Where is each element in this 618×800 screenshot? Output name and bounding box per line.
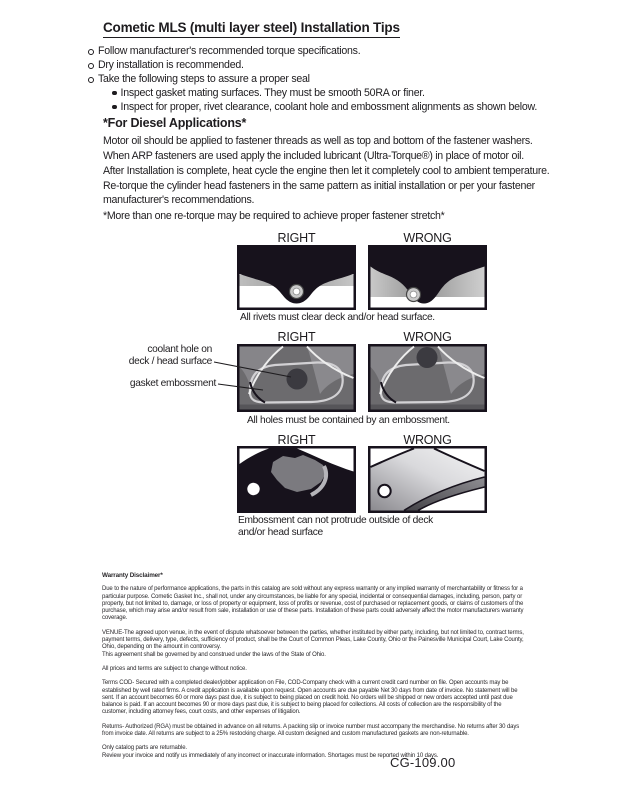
coolant-hole-annotation-line1: coolant hole on [147, 344, 212, 355]
sub-bullet-item [112, 86, 568, 100]
intro-bullet-list [88, 44, 568, 114]
disclaimer-returnable-line1: Only catalog parts are returnable. [102, 745, 187, 752]
bullet-item [88, 44, 568, 58]
sub-bullet-text: Inspect for proper, rivet clearance, coolant hole and embossment alignments as shown below. [120, 101, 538, 113]
coolant-hole-annotation [60, 344, 212, 368]
diesel-paragraph-1: Motor oil should be applied to fastener threads as well as top and bottom of the fastener washers. When ARP fasteners are used apply the included lubricant (Ultra-Torque®) in place of motor oil. [103, 135, 533, 162]
rivet-clearance-right-diagram [237, 245, 356, 310]
row1-caption: All rivets must clear deck and/or head surface. [240, 312, 435, 323]
row3-caption-line2: and/or head surface [238, 527, 323, 538]
row2-caption: All holes must be contained by an embossment. [247, 415, 450, 426]
disclaimer-venue-text: VENUE-The agreed upon venue, in the event of dispute whatsoever between the parties, whether instituted by either party, including, but not limited to, contract terms, payment terms, delivery, type, defects, sufficiency of product, shall be the Court of Common Pleas, Lake County, Ohio or the Painesville Municipal Court, Lake County, Ohio, depending on the amount in controversy. [102, 629, 524, 651]
warranty-disclaimer [102, 572, 526, 767]
rivet-clearance-wrong-diagram [368, 245, 487, 310]
row2-right-label: RIGHT [277, 330, 316, 344]
sub-bullet-text: Inspect gasket mating surfaces. They must be smooth 50RA or finer. [120, 87, 425, 99]
circle-bullet-icon [88, 63, 94, 69]
embossment-protrusion-wrong-diagram [368, 446, 487, 513]
disclaimer-returnable-line2: Review your invoice and notify us immediately of any incorrect or inaccurate information. Shortages must be reported within 10 days. [102, 752, 439, 759]
bullet-item [88, 58, 568, 72]
embossment-containment-wrong-diagram [368, 344, 487, 412]
bullet-text: Follow manufacturer's recommended torque specifications. [98, 45, 361, 57]
sub-bullet-item [112, 100, 568, 114]
row3-right-label: RIGHT [277, 433, 316, 447]
bullet-item [88, 72, 568, 86]
disclaimer-liability: Due to the nature of performance applications, the parts in this catalog are sold without any express warranty or any implied warranty of merchantability or fitness for a particular purpose. Cometic Gasket Inc., shall not, under any circumstances, be liable for any special, incidental or consequential damages, including, person, party or property, but not limited to, damage, or loss of property or equipment, loss of profits or revenue, cost of purchased or replacement goods, or claims of customers of the purchase, which may arise and/or result from sale, installation or use of these parts. Installation of these parts could adversely affect the motor manufacturers warranty coverage. [102, 586, 524, 622]
row3-wrong-label: WRONG [403, 433, 452, 447]
row3-caption-line1: Embossment can not protrude outside of deck [238, 515, 433, 526]
diesel-paragraph-2: After Installation is complete, heat cycle the engine then let it completely cool to ambient temperature. Re-torque the cylinder head fasteners in the same pattern as initial installation or per your fastener manufacturer's recommendations. [103, 165, 550, 207]
row2-wrong-label: WRONG [403, 330, 452, 344]
gasket-embossment-annotation: gasket embossment [129, 378, 216, 389]
embossment-containment-right-diagram [237, 344, 356, 412]
disclaimer-terms: Terms COD- Secured with a completed dealer/jobber application on File, COD-Company check with a current credit card number on file. Open accounts may be established by well rated firms. A credit application is available upon request. Open accounts are due payable Net 30 days from date of invoice. No statement will be sent. If an account becomes 60 or more days past due, it is subject to being placed on credit hold. No orders will be shipped or new orders accepted until past due balance is paid. If an account becomes 90 or more days past due, it is subject to being placed for collections. All costs of collection are the responsibility of the customer, including attorney fees, court costs, and other expenses of litigation. [102, 680, 518, 716]
coolant-hole-annotation-line2: deck / head surface [128, 356, 212, 367]
page-code: CG-109.00 [390, 755, 456, 770]
retorque-note: *More than one re-torque may be required to achieve proper fastener stretch* [103, 210, 445, 222]
row1-wrong-label: WRONG [403, 231, 452, 245]
diesel-section-heading: *For Diesel Applications* [103, 116, 247, 130]
circle-bullet-icon [88, 49, 94, 55]
disclaimer-venue [102, 630, 526, 659]
circle-bullet-icon [88, 77, 94, 83]
page-title: Cometic MLS (multi layer steel) Installation Tips [103, 20, 400, 38]
dot-bullet-icon [112, 91, 117, 96]
bullet-text: Take the following steps to assure a proper seal [98, 73, 310, 85]
disclaimer-returns: Returns- Authorized (RGA) must be obtained in advance on all returns. A packing slip or invoice number must accompany the merchandise. No returns after 30 days from invoice date. All returns are subject to a 25% restocking charge. All custom designed and custom manufactured gaskets are non-returnable. [102, 723, 520, 738]
row1-right-label: RIGHT [277, 231, 316, 245]
disclaimer-prices: All prices and terms are subject to change without notice. [102, 665, 247, 672]
disclaimer-governing-law: This agreement shall be governed by and construed under the laws of the State of Ohio. [102, 651, 326, 658]
embossment-protrusion-right-diagram [237, 446, 356, 513]
bullet-text: Dry installation is recommended. [98, 59, 244, 71]
disclaimer-heading: Warranty Disclaimer* [102, 572, 163, 579]
dot-bullet-icon [112, 105, 117, 110]
disclaimer-returnable [102, 745, 526, 760]
